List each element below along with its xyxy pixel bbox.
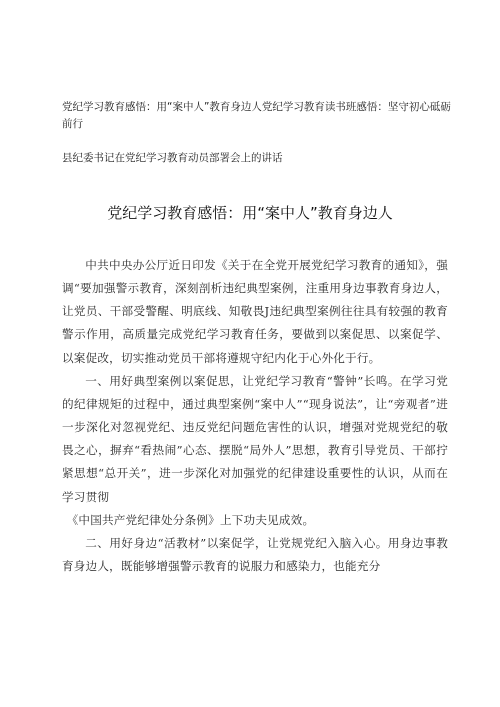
header-related-titles: 党纪学习教育感悟：用“案中人”教育身边人党纪学习教育读书班感悟：坚守初心砥砺前行 [62,101,451,130]
paragraph-section-one: 一、用好典型案例以案促思，让党纪学习教育“警钟”长鸣。在学习党的纪律规矩的过程中，通过典型案例“案中人”“现身说法”，让“旁观者”进一步深化对忽视党纪、违反党纪问题危害性的认识，增强对党规党纪的敬畏之心，摒弃“看热闹”心态、摆脱“局外人”思想，教育引导党员、干部拧紧思想“总开关”，进一步深化对加强党的纪律建设重要性的认识，从而在学习贯彻 [62,373,448,504]
paragraph-section-one-continued: 《中国共产党纪律处分条例》上下功夫见成效。 [66,512,315,527]
document-body [62,254,448,578]
paragraph-intro: 中共中央办公厅近日印发《关于在全党开展党纪学习教育的通知》，强调“要加强警示教育，深刻剖析违纪典型案例，注重用身边事教育身边人，让党员、干部受警醒、明底线、知敬畏J违纪典型案例往往具有较强的教育警示作用，高质量完成党纪学习教育任务，要做到以案促思、以案促学、以案促改，切实推动党员干部将遵规守纪内化于心外化于行。 [62,258,448,365]
paragraph-section-two: 二、用好身边“活教材”以案促学，让党规党纪入脑入心。用身边事教育身边人，既能够增强警示教育的说服力和感染力，也能充分 [62,535,448,574]
document-title: 党纪学习教育感悟：用“案中人”教育身边人 [107,204,393,222]
header-speech-title: 县纪委书记在党纪学习教育动员部署会上的讲话 [62,152,283,164]
